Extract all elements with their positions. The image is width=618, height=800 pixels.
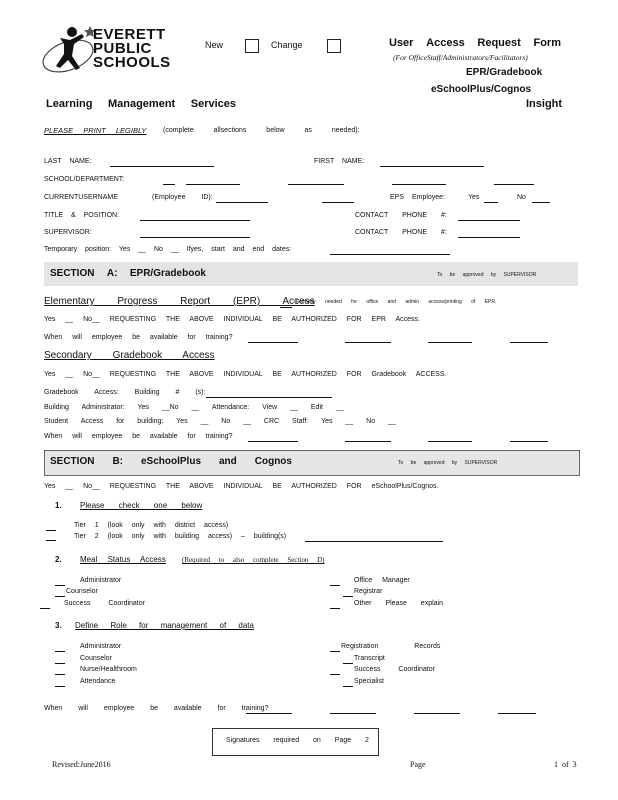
role-left-option: Nurse/Healthroom — [80, 666, 137, 673]
eps-yes-label: Yes — [468, 194, 480, 201]
system-insight: Insight — [526, 98, 563, 110]
last-name-line[interactable] — [110, 166, 214, 167]
section-a-title — [50, 268, 206, 279]
epr-training-line-1[interactable] — [248, 342, 298, 343]
school-dept-line-1[interactable] — [163, 184, 175, 185]
logo-line-2: PUBLIC — [93, 40, 152, 57]
section-b-word: eSchoolPlus — [140, 456, 201, 467]
meal-other-check[interactable] — [330, 608, 340, 609]
es-training-line-3[interactable] — [414, 713, 460, 714]
role-right-option: Specialist — [354, 678, 384, 685]
section-a-word: EPR/Gradebook — [129, 268, 206, 279]
logo-figure-icon — [40, 22, 100, 80]
section-b-approval: To be approved by SUPERVISOR — [398, 460, 498, 466]
eps-employee-label: EPS Employee: — [390, 194, 446, 201]
form-title-word: Request — [477, 37, 521, 49]
role-transcript-check[interactable] — [343, 663, 353, 664]
role-nurse-check[interactable] — [55, 674, 65, 675]
meal-left-option: Administrator — [80, 577, 122, 584]
role-success-check[interactable] — [330, 674, 340, 675]
section-b-title — [50, 456, 292, 467]
school-dept-label: SCHOOL/DEPARTMENT: — [44, 176, 125, 183]
gradebook-training-question: When will employee be available for training? — [44, 433, 233, 440]
contact-phone-label-2: CONTACT PHONE #: — [355, 229, 447, 236]
item-3-label: Define Role for management of data — [75, 621, 254, 630]
logo-line-3: SCHOOLS — [93, 54, 171, 71]
gb-training-line-3[interactable] — [428, 441, 472, 442]
supervisor-label: SUPERVISOR: — [44, 229, 92, 236]
role-right-option: Registration Records — [341, 643, 441, 650]
lms-word: Learning — [46, 98, 93, 110]
meal-success-check[interactable] — [40, 608, 50, 609]
employee-id-label: (Employee ID): — [152, 194, 213, 201]
tier-2-label: Tier 2 (look only with building access) – building(s) — [74, 533, 287, 540]
epr-training-line-4[interactable] — [510, 342, 548, 343]
gb-training-line-4[interactable] — [510, 441, 548, 442]
eschool-training-question: When will employee be available for training? — [44, 705, 269, 712]
employee-id-line[interactable] — [216, 202, 268, 203]
epr-heading: Elementary Progress Report (EPR) Access — [44, 296, 315, 307]
contact-phone-line-2[interactable] — [458, 237, 520, 238]
system-epr-gradebook: EPR/Gradebook — [466, 67, 543, 78]
role-specialist-check[interactable] — [343, 686, 353, 687]
section-b-word: SECTION — [50, 456, 95, 467]
role-left-option: Administrator — [80, 643, 122, 650]
item-1-number: 1. — [55, 501, 62, 510]
item-3-number: 3. — [55, 621, 62, 630]
lms-word: Management — [107, 98, 176, 110]
meal-registrar-check[interactable] — [343, 596, 353, 597]
current-username-label: CURRENTUSERNAME — [44, 194, 118, 201]
epr-training-line-3[interactable] — [428, 342, 472, 343]
form-title-word: Form — [533, 37, 561, 49]
first-name-label: FIRST NAME: — [314, 158, 365, 165]
supervisor-line[interactable] — [140, 237, 250, 238]
eps-yes-line[interactable] — [484, 202, 498, 203]
tier-2-building-line[interactable] — [305, 541, 443, 542]
title-position-label: TITLE & POSITION: — [44, 212, 120, 219]
title-position-line[interactable] — [140, 220, 250, 221]
meal-left-option: Counselor — [66, 588, 98, 595]
student-access: Student Access for building: Yes __ No __ CRC Staff: Yes __ No __ — [44, 418, 396, 425]
role-attendance-check[interactable] — [55, 686, 65, 687]
item-2-label: Meal Status Access — [80, 555, 166, 564]
gradebook-heading: Secondary Gradebook Access — [44, 350, 215, 361]
es-training-line-4[interactable] — [498, 713, 536, 714]
contact-phone-line-1[interactable] — [458, 220, 520, 221]
building-administrator: Building Administrator: Yes __No __ Attendance: View __ Edit __ — [44, 404, 344, 411]
gb-training-line-1[interactable] — [248, 441, 298, 442]
page-label: Page — [410, 760, 426, 769]
section-b-word: B: — [112, 456, 123, 467]
gradebook-access-building: Gradebook Access: Building # (s): — [44, 389, 206, 396]
section-a-word: SECTION — [50, 268, 95, 279]
meal-office-check[interactable] — [330, 585, 340, 586]
new-checkbox[interactable] — [245, 39, 259, 53]
new-label: New — [205, 40, 224, 50]
section-b-word: and — [218, 456, 237, 467]
section-a-word: A: — [106, 268, 118, 279]
meal-counselor-check[interactable] — [55, 596, 65, 597]
meal-admin-check[interactable] — [55, 585, 65, 586]
revised-date: Revised:June2016 — [52, 760, 111, 769]
epr-note: Formerly needed for office and admin access/printing of EPR. — [296, 299, 497, 305]
school-dept-line-4[interactable] — [392, 184, 446, 185]
item-2-number: 2. — [55, 555, 62, 564]
meal-left-option: Success Coordinator — [64, 600, 145, 607]
epr-training-line-2[interactable] — [345, 342, 391, 343]
form-title-word: User — [389, 37, 414, 49]
role-right-option: Transcript — [354, 655, 385, 662]
school-dept-line-5[interactable] — [494, 184, 534, 185]
gradebook-request: Yes __ No__ REQUESTING THE ABOVE INDIVIDUAL BE AUTHORIZED FOR Gradebook ACCESS. — [44, 371, 447, 378]
system-eschoolplus-cognos: eSchoolPlus/Cognos — [431, 84, 532, 95]
meal-right-option: Other Please explain — [354, 600, 443, 607]
change-label: Change — [271, 40, 303, 50]
section-a-approval: To be approved by SUPERVISOR — [437, 272, 537, 278]
tier-1-check[interactable] — [46, 530, 56, 531]
meal-right-option: Office Manager — [354, 577, 410, 584]
role-left-option: Counselor — [80, 655, 112, 662]
form-subtitle: (For OfficeStaff/Administrators/Facilitators) — [393, 53, 528, 62]
temporary-position: Temporary position: Yes __ No __ Ifyes, start and end dates: — [44, 246, 292, 253]
role-left-option: Attendance — [80, 678, 116, 685]
system-lms — [46, 98, 236, 110]
last-name-label: LAST NAME: — [44, 158, 92, 165]
form-title — [389, 37, 561, 49]
item-1-label: Please check one below — [80, 501, 203, 510]
temporary-dates-line[interactable] — [330, 254, 450, 255]
eps-no-line[interactable] — [532, 202, 550, 203]
tier-1-label: Tier 1 (look only with district access) — [74, 522, 229, 529]
lms-word: Services — [190, 98, 236, 110]
district-logo — [40, 22, 175, 80]
first-name-line[interactable] — [380, 166, 484, 167]
es-training-line-1[interactable] — [246, 713, 292, 714]
role-registration-check[interactable] — [330, 651, 340, 652]
gb-training-line-2[interactable] — [345, 441, 391, 442]
page-number: 1 of 3 — [554, 760, 577, 769]
role-admin-check[interactable] — [55, 651, 65, 652]
meal-right-option: Registrar — [354, 588, 383, 595]
school-dept-line-3[interactable] — [288, 184, 344, 185]
es-training-line-2[interactable] — [330, 713, 376, 714]
please-print-legibly: PLEASE PRINT LEGIBLY — [44, 126, 147, 135]
complete-all-sections: (complete allsections below as needed): — [163, 127, 360, 134]
contact-phone-label-1: CONTACT PHONE #: — [355, 212, 447, 219]
eps-no-label: No — [517, 194, 526, 201]
form-title-word: Access — [426, 37, 465, 49]
item-2-note: (Required to also complete Section D) — [182, 556, 325, 564]
role-counselor-check[interactable] — [55, 663, 65, 664]
change-checkbox[interactable] — [327, 39, 341, 53]
school-dept-line-2[interactable] — [186, 184, 240, 185]
logo-line-1: EVERETT — [93, 26, 166, 43]
signatures-note: Signatures required on Page 2 — [226, 737, 369, 744]
role-right-option: Success Coordinator — [354, 666, 435, 673]
section-b-word: Cognos — [254, 456, 292, 467]
eschool-request: Yes __ No__ REQUESTING THE ABOVE INDIVIDUAL BE AUTHORIZED FOR eSchoolPlus/Cognos. — [44, 483, 439, 490]
epr-training-question: When will employee be available for training? — [44, 334, 233, 341]
epr-request: Yes __ No__ REQUESTING THE ABOVE INDIVIDUAL BE AUTHORIZED FOR EPR Access. — [44, 316, 420, 323]
username-line[interactable] — [322, 202, 354, 203]
gradebook-building-line[interactable] — [206, 397, 332, 398]
tier-2-check[interactable] — [46, 540, 56, 541]
epr-heading-line — [280, 307, 292, 308]
